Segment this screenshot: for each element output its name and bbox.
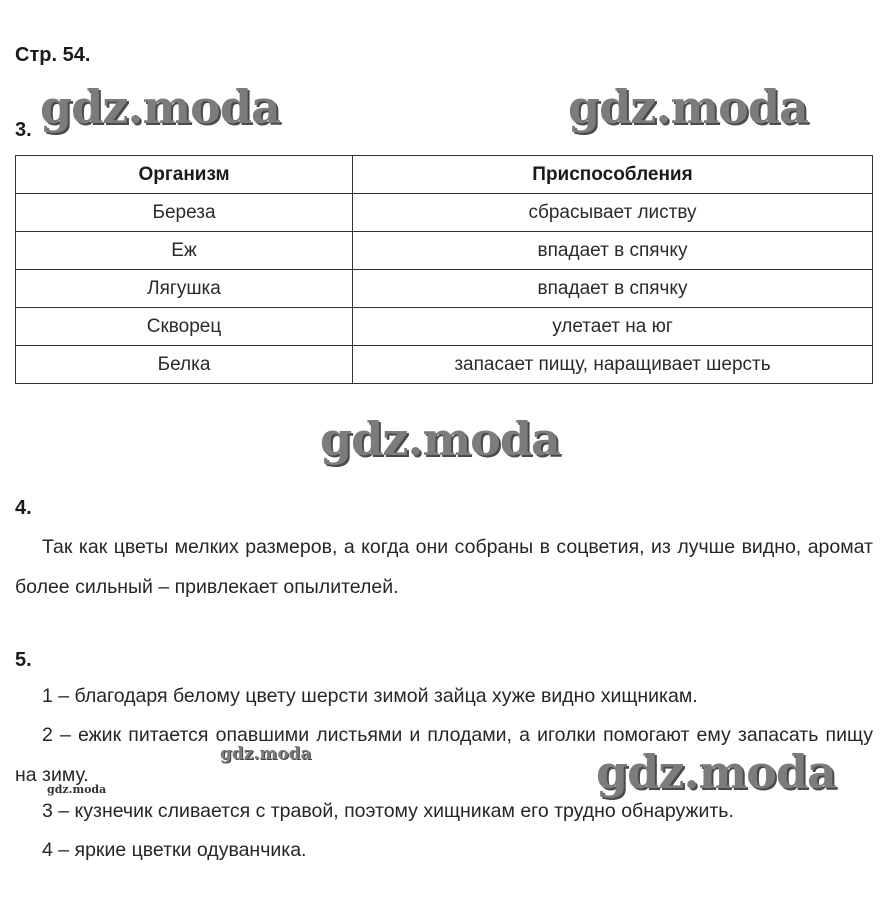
table-header-row [16, 156, 873, 194]
task-5-number: 5. [15, 649, 32, 671]
adaptation-cell: запасает пищу, наращивает шерсть [353, 346, 873, 384]
organism-cell: Лягушка [16, 270, 353, 308]
adaptation-cell: сбрасывает листву [353, 194, 873, 232]
table-row [16, 308, 873, 346]
adaptations-table [15, 155, 873, 384]
adaptation-cell: впадает в спячку [353, 270, 873, 308]
table-row [16, 346, 873, 384]
task-3-number: 3. [15, 119, 32, 141]
table-row [16, 270, 873, 308]
organism-cell: Еж [16, 232, 353, 270]
watermark-logo: gdz.moda [320, 412, 560, 466]
watermark-logo: gdz.moda [568, 80, 808, 134]
watermark-logo: gdz.moda [596, 745, 836, 799]
table-row [16, 194, 873, 232]
header-adaptations: Приспособления [353, 156, 873, 194]
organism-cell: Береза [16, 194, 353, 232]
organism-cell: Скворец [16, 308, 353, 346]
adaptation-cell: улетает на юг [353, 308, 873, 346]
watermark-logo: gdz.moda [47, 783, 107, 796]
table-row [16, 232, 873, 270]
adaptation-cell: впадает в спячку [353, 232, 873, 270]
task-5-item-1: 1 – благодаря белому цвету шерсти зимой зайца хуже видно хищникам. [42, 685, 698, 707]
page-reference: Стр. 54. [15, 44, 91, 66]
watermark-logo: gdz.moda [40, 80, 280, 134]
organism-cell: Белка [16, 346, 353, 384]
task-4-answer: Так как цветы мелких размеров, а когда они собраны в соцветия, из лучше видно, аромат более сильный – привлекает опылителей. [15, 536, 873, 598]
task-5-item-3: 3 – кузнечик сливается с травой, поэтому хищникам его трудно обнаружить. [42, 800, 734, 822]
watermark-logo: gdz.moda [220, 744, 312, 764]
header-organism: Организм [16, 156, 353, 194]
task-4-number: 4. [15, 497, 32, 519]
task-5-item-4: 4 – яркие цветки одуванчика. [42, 839, 307, 861]
task-5-item-2: 2 – ежик питается опавшими листьями и плодами, а иголки помогают ему запасать пищу на зиму. [15, 724, 873, 786]
